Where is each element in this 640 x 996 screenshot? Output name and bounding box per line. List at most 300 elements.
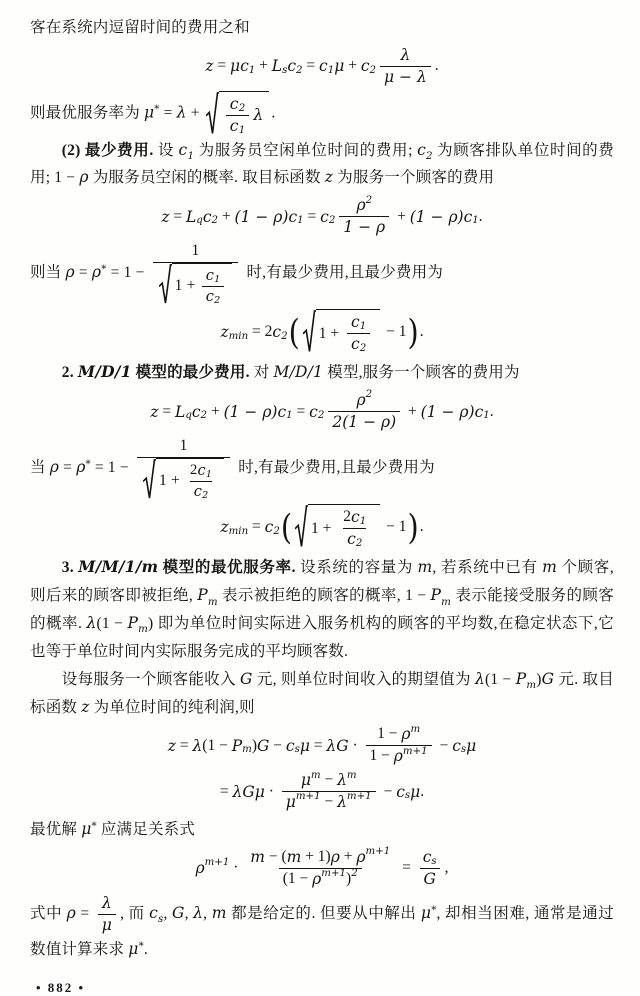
text-run: ,: [444, 859, 449, 877]
numerator: [396, 45, 414, 66]
page-number: • 882 •: [36, 979, 86, 995]
square-root: [143, 458, 224, 501]
math-var: c: [229, 116, 239, 135]
superscript: *: [101, 264, 107, 276]
text-run: (1 −: [282, 869, 313, 887]
text-run: 为顾客排队单位时间的费用; 1 −: [30, 141, 614, 187]
math-var: c: [205, 287, 215, 305]
text-run: 应满足关系式: [96, 821, 196, 839]
text-run: , 若系统中已有: [432, 559, 543, 577]
superscript: *: [154, 104, 160, 116]
text-run: ,: [163, 904, 173, 922]
math-var: M/D/1: [273, 363, 324, 382]
superscript: m+1: [402, 745, 428, 757]
text-run: 为服务员空闲单位时间的费用;: [194, 141, 418, 159]
subscript: 2: [202, 489, 209, 501]
math-var: μ: [101, 915, 113, 934]
denominator: [380, 66, 431, 88]
subscript: m: [526, 680, 537, 692]
math-var: c: [264, 518, 274, 537]
text-run: +: [339, 848, 357, 866]
text-run: .: [489, 402, 494, 420]
math-var: L: [175, 402, 186, 421]
text-run: 1: [179, 437, 188, 455]
text-run: 1 +: [158, 472, 184, 490]
math-var: c: [319, 57, 328, 76]
math-var: μ: [466, 736, 477, 755]
text-run: +: [207, 402, 224, 420]
subscript: 1: [238, 124, 246, 136]
big-paren: ): [407, 311, 419, 353]
radicand: [308, 504, 380, 550]
math-var: λ: [86, 613, 97, 632]
subscript: s: [460, 744, 467, 756]
text-run: −: [379, 782, 397, 800]
superscript: *: [138, 940, 144, 952]
text-run: 表示能接受服务的顾客的概率.: [30, 586, 615, 632]
math-var: λ: [193, 903, 204, 922]
superscript: m: [410, 723, 421, 735]
math-var: c: [320, 207, 329, 226]
math-var: ρ: [49, 458, 60, 477]
text-run: 设每服务一个顾客能收入: [61, 670, 241, 688]
text-run: 都是给定的. 但要从中解出: [226, 904, 421, 922]
text-run: =: [303, 207, 321, 225]
subscript: 1: [297, 215, 304, 227]
radical-icon: [295, 504, 308, 550]
superscript: *: [91, 821, 97, 833]
para-mm1m: [30, 553, 614, 666]
subscript: 2: [273, 525, 280, 537]
text-run: 为服务员空闲的概率. 取目标函数: [88, 169, 325, 187]
square-root: [303, 309, 380, 355]
text-run: 设: [153, 141, 179, 159]
text-run: =: [158, 402, 176, 420]
text-run: 则最优服务率为: [30, 104, 144, 122]
text-run: =: [159, 104, 177, 122]
text-run: =: [219, 782, 233, 800]
text-run: , 却相当困难, 通常是通过数值计算来求: [30, 904, 614, 958]
superscript: m+1: [295, 791, 321, 803]
denominator: [202, 286, 225, 307]
text-run: = 1 −: [106, 264, 149, 282]
superscript: 2: [365, 194, 373, 206]
fraction: [202, 266, 225, 306]
subscript: 1: [248, 64, 256, 76]
fraction: [347, 312, 370, 355]
math-var: c: [197, 461, 206, 479]
subscript: 1: [483, 410, 490, 422]
text-run: 客在系统内逗留时间的费用之和: [30, 19, 250, 36]
text-run: +: [186, 104, 204, 122]
math-var: λ: [176, 103, 187, 122]
formula-zmin-md1: [30, 504, 614, 550]
para-optimal-solution: [30, 816, 614, 844]
subscript: s: [158, 914, 164, 926]
numerator: [373, 724, 424, 745]
text-run: −: [320, 771, 338, 789]
big-paren: (: [280, 506, 293, 548]
text-run: ·: [348, 736, 362, 754]
opening-line: [30, 14, 614, 42]
math-var: μ: [410, 782, 421, 801]
subscript: 1: [205, 469, 213, 481]
math-var: λ: [253, 106, 264, 125]
text-run: ,: [184, 904, 194, 922]
math-var: c: [285, 736, 295, 755]
square-root: [295, 504, 380, 550]
text-run: ·: [229, 859, 243, 877]
para-revenue: [30, 666, 614, 722]
math-var: ρ: [393, 747, 403, 766]
fraction: [339, 195, 389, 238]
math-var: c: [229, 94, 239, 113]
text-run: .: [143, 940, 148, 958]
text-run: 1 +: [318, 324, 344, 342]
math-var: z: [220, 518, 229, 537]
subscript: m: [138, 624, 148, 636]
numerator: [352, 195, 376, 216]
text-run: 1 +: [174, 277, 200, 295]
math-var: G: [240, 669, 253, 688]
numerator: [339, 507, 370, 528]
subscript: 2: [328, 215, 336, 227]
math-var: ρ: [91, 263, 102, 282]
text-run: .: [420, 782, 425, 800]
text-run: 2: [190, 461, 198, 478]
math-var: z: [220, 323, 229, 342]
text-run: ,: [203, 904, 212, 922]
formula-profit-1: [30, 724, 614, 767]
math-var: c: [396, 782, 405, 801]
square-root: [159, 263, 233, 306]
superscript: m: [346, 769, 357, 781]
math-var: z: [167, 736, 176, 755]
text-run: 当: [30, 459, 50, 477]
math-var: P: [430, 585, 442, 604]
text-run: 则当: [30, 264, 66, 282]
formula-profit-2: [30, 770, 614, 813]
text-run: =: [292, 402, 310, 420]
text-run: =: [169, 207, 186, 225]
big-paren: (: [288, 311, 300, 353]
math-var: c: [178, 140, 188, 159]
text-run: +: [404, 402, 421, 420]
math-var: μ: [81, 820, 92, 839]
radicand: [316, 309, 380, 355]
subscript: 2: [369, 64, 377, 76]
subscript: 2: [281, 330, 288, 342]
text-run: −: [269, 736, 286, 754]
math-var: ρ: [76, 458, 86, 477]
text-run: 1 −: [369, 747, 394, 765]
subscript: 2: [296, 64, 303, 76]
math-var: c: [360, 57, 370, 76]
text-run: 为服务一个顾客的费用: [333, 169, 495, 187]
denominator: [420, 868, 440, 890]
math-var: (1 − ρ)c: [223, 402, 287, 421]
math-var: ρ: [66, 903, 76, 922]
text-run: =: [75, 904, 94, 922]
text-run: 元, 则单位时间收入的期望值为: [252, 670, 475, 688]
subscript: 2: [211, 215, 219, 227]
text-run: 3.: [61, 559, 79, 577]
subscript: s: [282, 64, 288, 76]
denominator: [226, 115, 250, 137]
math-var: ρ: [356, 391, 366, 410]
subscript: m: [207, 596, 218, 608]
denominator: [153, 262, 239, 306]
subscript: 2: [425, 151, 433, 163]
math-var: c: [287, 57, 297, 76]
square-root: [206, 91, 270, 137]
math-var: μ: [299, 736, 310, 755]
radicand: [156, 458, 224, 501]
math-var: μ: [334, 57, 345, 76]
math-var: M/D/1: [77, 362, 132, 382]
text-run: .: [419, 518, 424, 536]
text-run: 对: [249, 364, 274, 382]
text-run: =: [59, 459, 77, 477]
math-var: c: [205, 267, 215, 285]
radicand: [172, 263, 233, 306]
denominator: [343, 528, 366, 550]
text-run: +: [393, 207, 410, 225]
text-run: , 而: [120, 904, 150, 922]
math-var: ρ: [330, 848, 340, 867]
math-var: λ: [337, 771, 347, 790]
subscript: 1: [214, 274, 221, 286]
numerator: [246, 847, 394, 868]
radicand: [219, 91, 270, 137]
text-run: 1 −: [377, 725, 402, 743]
math-var: m: [250, 848, 265, 867]
denominator: [279, 868, 362, 890]
math-var: (1 − ρ)c: [420, 402, 484, 421]
math-var: c: [351, 313, 360, 332]
math-var: μ: [285, 793, 296, 812]
text-run: (1 −: [485, 670, 516, 688]
subscript: s: [294, 744, 300, 756]
subscript: 2: [200, 410, 208, 422]
text-run: 1 +: [311, 519, 336, 537]
superscript: *: [431, 904, 437, 916]
text-run: +: [344, 57, 361, 75]
math-var: (1 − ρ)c: [409, 207, 473, 226]
math-var: z: [205, 57, 214, 76]
text-run: =: [302, 57, 320, 75]
superscript: m+1: [346, 791, 372, 803]
math-var: c: [417, 140, 426, 159]
radical-icon: [143, 458, 156, 501]
math-var: λ: [475, 669, 486, 688]
math-var: m: [286, 848, 302, 867]
fraction: [282, 770, 376, 813]
text-run: .: [478, 207, 483, 225]
subscript: 1: [187, 151, 195, 163]
math-var: ρ: [356, 848, 366, 867]
text-run: 最优解: [30, 821, 82, 839]
radical-icon: [159, 263, 172, 306]
math-var: G: [423, 869, 436, 888]
formula-md1-cost: [30, 390, 614, 433]
math-var: c: [193, 482, 203, 500]
fraction: [328, 390, 400, 433]
numerator: [186, 461, 216, 481]
text-run: 设系统的容量为: [295, 559, 418, 577]
para-rho-star-md1: [30, 436, 614, 501]
math-var: ρ: [79, 168, 89, 187]
superscript: m: [310, 769, 321, 781]
subscript: m: [441, 596, 452, 608]
fraction: [186, 461, 216, 501]
subscript: min: [228, 525, 249, 537]
math-var: ρ: [356, 196, 366, 215]
text-run: 模型,服务一个顾客的费用为: [323, 364, 520, 382]
numerator: [352, 390, 376, 411]
subscript: s: [404, 790, 411, 802]
radical-icon: [303, 309, 316, 355]
big-paren: ): [407, 506, 419, 548]
page-content: [30, 14, 614, 964]
math-var: L: [271, 57, 283, 76]
denominator: [98, 914, 116, 936]
math-var: P: [197, 585, 208, 604]
math-var: m: [211, 903, 227, 922]
text-run: (2) 最少费用.: [61, 141, 154, 159]
denominator: [366, 745, 432, 767]
text-run: − 1: [382, 323, 407, 341]
math-var: c: [422, 848, 432, 867]
math-var: P: [127, 613, 139, 632]
text-run: ): [536, 670, 542, 688]
para-closing: [30, 893, 614, 964]
subscript: 1: [359, 516, 367, 528]
math-var: λ: [192, 736, 203, 755]
subscript: min: [228, 330, 249, 342]
math-var: μ: [300, 771, 311, 790]
math-var: z: [81, 697, 90, 716]
fraction: [137, 436, 230, 501]
text-run: 时,有最少费用,且最少费用为: [242, 264, 444, 282]
denominator: [190, 481, 213, 502]
superscript: *: [85, 459, 91, 471]
text-run: 2: [343, 508, 352, 526]
math-var: c: [149, 903, 159, 922]
math-var: c: [351, 508, 360, 527]
text-run: ·: [264, 782, 278, 800]
text-run: = 2: [248, 323, 273, 341]
subscript: 1: [359, 321, 367, 333]
text-run: .: [271, 104, 276, 122]
fraction: [419, 847, 441, 890]
math-var: m: [417, 558, 433, 577]
math-var: G: [257, 736, 270, 755]
math-var: λ: [400, 45, 411, 64]
subscript: 1: [472, 215, 479, 227]
math-var: c: [309, 402, 318, 421]
text-run: 式中: [30, 904, 67, 922]
radical-icon: [206, 91, 219, 137]
text-run: 元. 取目标函数: [30, 670, 615, 716]
formula-zmin-mm1: [30, 309, 614, 355]
superscript: m+1: [204, 857, 230, 869]
text-run: =: [248, 518, 265, 536]
text-run: (1 −: [202, 736, 232, 754]
text-run: .: [434, 57, 439, 75]
math-var: μ − λ: [384, 67, 427, 86]
math-var: c: [191, 402, 201, 421]
math-var: 1 − ρ: [343, 218, 386, 237]
text-run: −: [435, 736, 453, 754]
numerator: [98, 893, 116, 914]
numerator: [188, 241, 204, 262]
numerator: [297, 770, 361, 791]
numerator: [202, 266, 225, 286]
subscript: m: [242, 744, 252, 756]
text-run: =: [175, 736, 193, 754]
denominator: [328, 411, 400, 433]
numerator: [176, 436, 192, 457]
formula-mm1-cost: [30, 195, 614, 238]
formula-total-cost: [30, 45, 614, 88]
math-var: μ: [420, 903, 432, 922]
text-run: = 1 −: [90, 459, 133, 477]
text-run: −: [320, 793, 338, 811]
math-var: ρ: [312, 869, 322, 888]
text-run: 模型的最少费用.: [131, 364, 250, 382]
text-run: 为单位时间的纯利润,则: [89, 698, 255, 716]
math-var: λGμ: [232, 782, 265, 801]
text-run: (1 −: [96, 614, 128, 632]
text-run: +: [218, 207, 235, 225]
text-run: 2.: [61, 364, 78, 382]
superscript: 2: [365, 389, 373, 401]
subscript: q: [185, 410, 192, 422]
math-var: G: [172, 903, 185, 922]
math-var: m: [542, 558, 558, 577]
math-var: z: [150, 402, 159, 421]
math-var: G: [541, 669, 555, 688]
math-var: c: [452, 736, 461, 755]
math-var: μ: [128, 939, 139, 958]
para-min-cost: [30, 137, 614, 193]
math-var: μ: [143, 103, 155, 122]
fraction: [246, 847, 394, 890]
subscript: s: [431, 855, 437, 867]
superscript: 2: [351, 868, 358, 880]
text-run: .: [419, 323, 424, 341]
para-rho-star-mm1: [30, 241, 614, 306]
math-var: P: [231, 736, 243, 755]
superscript: m+1: [365, 846, 391, 858]
denominator: [137, 457, 230, 501]
math-var: λ: [101, 893, 112, 912]
text-run: 个顾客,则后来的顾客即被拒绝,: [30, 559, 614, 604]
text-run: ): [251, 736, 257, 754]
math-var: λ: [337, 793, 347, 812]
math-var: 2(1 − ρ): [332, 413, 397, 432]
text-run: =: [398, 859, 415, 877]
fraction: [98, 893, 116, 936]
text-run: 时,有最少费用,且最少费用为: [234, 459, 435, 477]
subscript: q: [196, 215, 203, 227]
fraction: [339, 507, 370, 550]
subscript: 2: [359, 343, 367, 355]
optimal-rate-line: [30, 91, 614, 137]
subscript: 2: [355, 538, 363, 550]
numerator: [419, 847, 441, 868]
